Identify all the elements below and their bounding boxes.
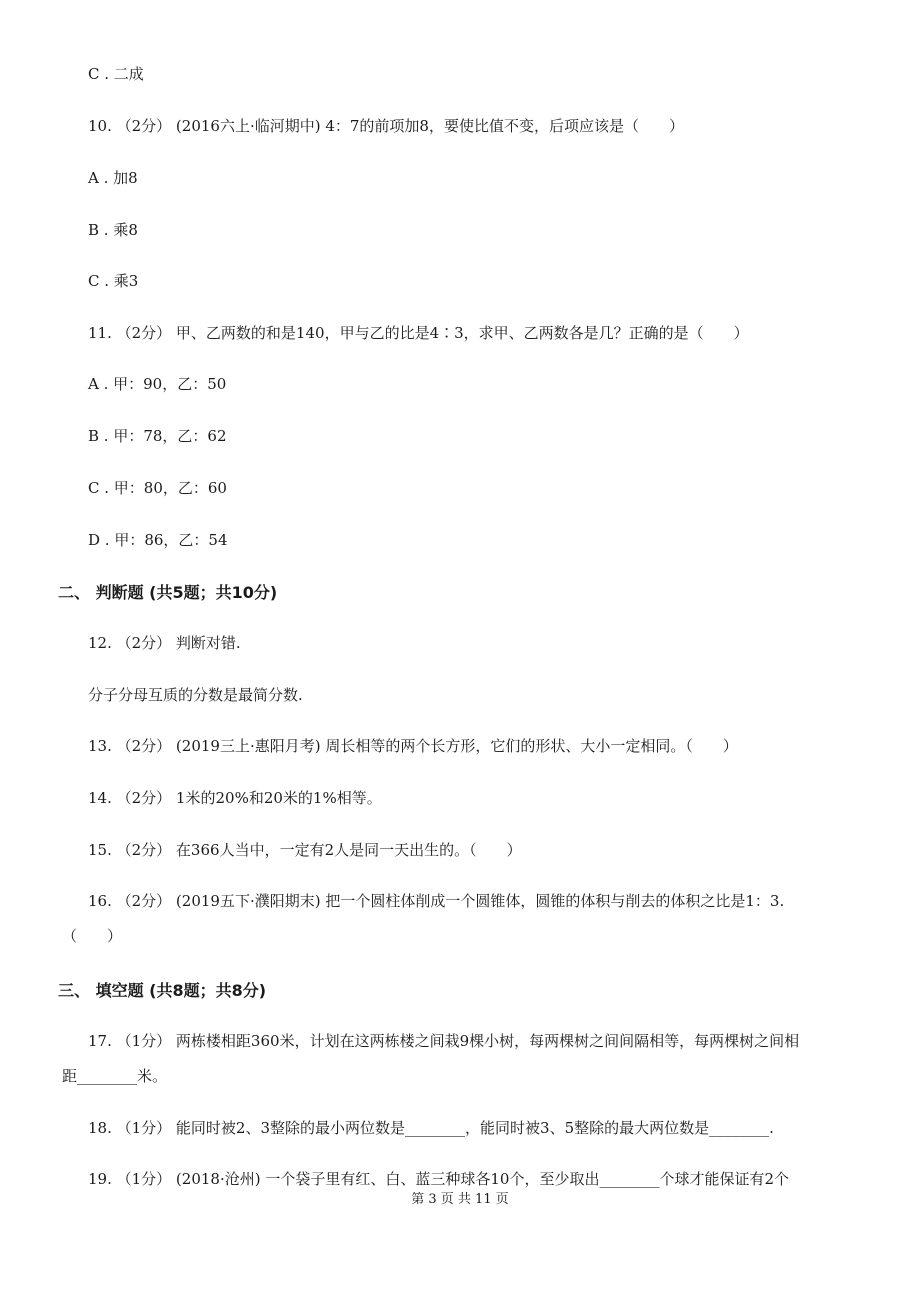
question-17: 17. （1分） 两栋楼相距360米，计划在这两栋楼之间栽9棵小树，每两棵树之间间隔相等，每两棵树之间相 bbox=[88, 1032, 800, 1050]
section-heading-fill-in: 三、 填空题 (共8题；共8分) bbox=[58, 981, 267, 1000]
q10-option-c: C . 乘3 bbox=[88, 272, 139, 290]
question-19: 19. （1分） (2018·沧州) 一个袋子里有红、白、蓝三种球各10个，至少取出________个球才能保证有2个 bbox=[88, 1170, 789, 1188]
q11-option-b: B . 甲：78，乙：62 bbox=[88, 427, 227, 445]
q11-option-d: D . 甲：86，乙：54 bbox=[88, 531, 228, 549]
page-footer: 第 3 页 共 11 页 bbox=[411, 1192, 509, 1207]
question-10: 10. （2分） (2016六上·临河期中) 4：7的前项加8，要使比值不变，后项应该是（ ） bbox=[88, 117, 684, 135]
question-18: 18. （1分） 能同时被2、3整除的最小两位数是________，能同时被3、5整除的最大两位数是________. bbox=[88, 1119, 774, 1137]
q9-option-c: C . 二成 bbox=[88, 65, 144, 83]
question-11: 11. （2分） 甲、乙两数的和是140，甲与乙的比是4∶3，求甲、乙两数各是几？正确的是（ ） bbox=[88, 324, 749, 342]
question-13: 13. （2分） (2019三上·惠阳月考) 周长相等的两个长方形，它们的形状、大小一定相同。（ ） bbox=[88, 737, 738, 755]
section-heading-judgement: 二、 判断题 (共5题；共10分) bbox=[58, 583, 278, 602]
question-16-continued: （ ） bbox=[62, 927, 123, 945]
question-14: 14. （2分） 1米的20%和20米的1%相等。 bbox=[88, 789, 382, 807]
q11-option-a: A . 甲：90，乙：50 bbox=[88, 375, 227, 393]
q11-option-c: C . 甲：80，乙：60 bbox=[88, 479, 227, 497]
question-15: 15. （2分） 在366人当中，一定有2人是同一天出生的。（ ） bbox=[88, 841, 522, 859]
q10-option-b: B . 乘8 bbox=[88, 221, 138, 239]
question-17-continued: 距________米。 bbox=[62, 1067, 168, 1085]
question-16: 16. （2分） (2019五下·濮阳期末) 把一个圆柱体削成一个圆锥体，圆锥的体积与削去的体积之比是1：3. bbox=[88, 892, 785, 910]
q10-option-a: A . 加8 bbox=[88, 169, 138, 187]
question-12-body: 分子分母互质的分数是最简分数. bbox=[88, 686, 303, 704]
question-12: 12. （2分） 判断对错. bbox=[88, 634, 241, 652]
